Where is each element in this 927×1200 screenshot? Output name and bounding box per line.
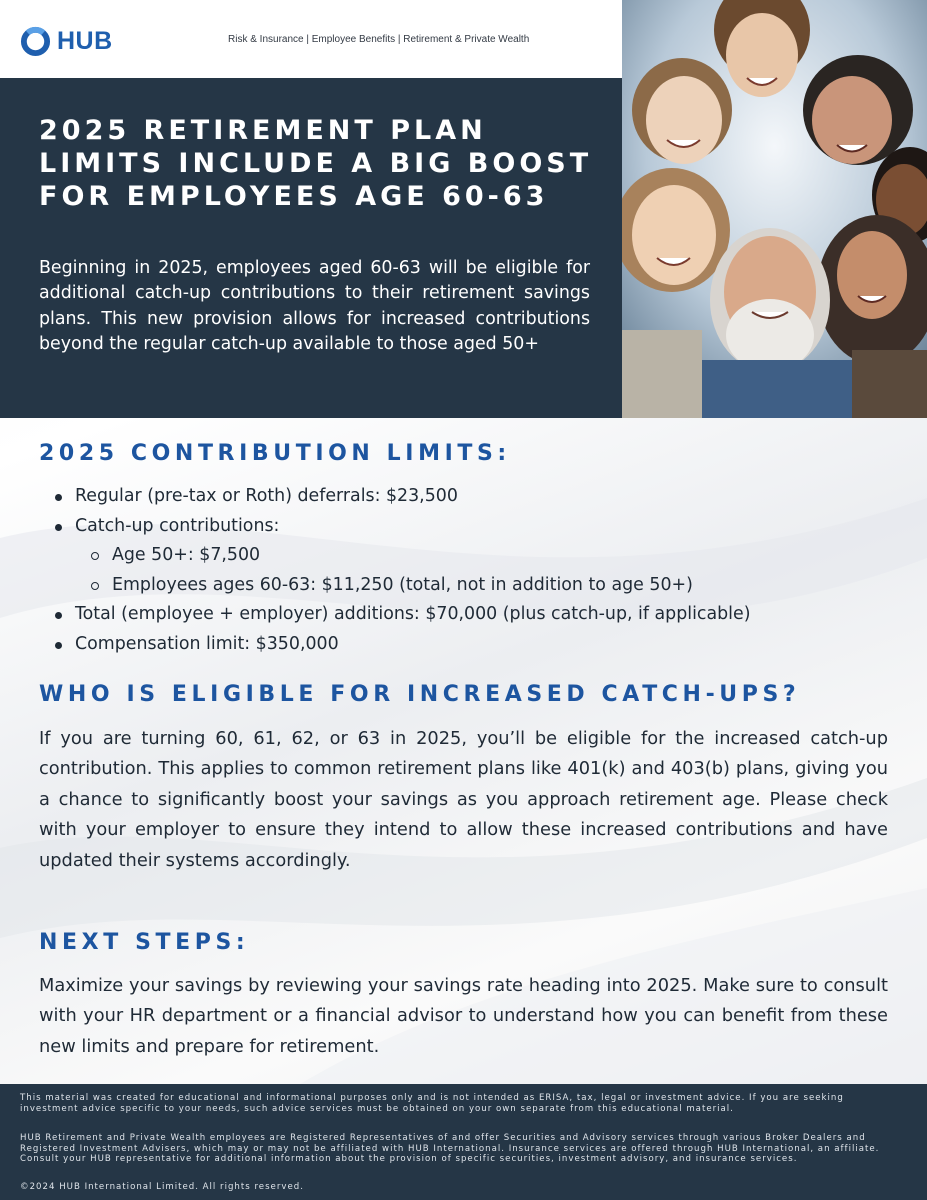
next-steps-heading: NEXT STEPS: [39, 930, 250, 955]
header-bar [0, 0, 622, 78]
group-photo [622, 0, 927, 418]
logo-text: HUB [57, 26, 113, 55]
list-item: Catch-up contributions: [39, 512, 909, 542]
contribution-limits-list [39, 482, 909, 660]
footer-registration: HUB Retirement and Private Wealth employees are Registered Representatives of and offer Securities and Advisory services through various Broker Dealers and Registered Investment Advisers, which may or may not be affiliated with HUB International. Insurance services are offered through HUB International, an affiliate. Consult your HUB representative for additional information about the provision of specific securities, investment advisory, and insurance services. [20, 1133, 880, 1165]
next-steps-paragraph: Maximize your savings by reviewing your savings rate heading into 2025. Make sure to consult with your HR department or a financial advisor to understand how you can benefit from these new limits and prepare for retirement. [39, 975, 888, 1057]
hero-panel [0, 78, 622, 418]
eligibility-heading: WHO IS ELIGIBLE FOR INCREASED CATCH-UPS? [39, 682, 801, 707]
hub-logo [20, 24, 113, 58]
eligibility-paragraph: If you are turning 60, 61, 62, or 63 in 2025, you’ll be eligible for the increased catch-up contribution. This applies to common retirement plans like 401(k) and 403(b) plans, giving you a chance to significantly boost your savings as you approach retirement age. Please check with your employer to ensure they intend to allow these increased contributions and have updated their systems accordingly. [39, 728, 888, 871]
hub-ring-logo-icon [20, 26, 51, 57]
list-subitem: Employees ages 60-63: $11,250 (total, not in addition to age 50+) [39, 571, 909, 601]
list-item: Regular (pre-tax or Roth) deferrals: $23,500 [39, 482, 909, 512]
footer-disclaimer: This material was created for educational and informational purposes only and is not intended as ERISA, tax, legal or investment advice. If you are seeking investment advice specific to your needs, such advice services must be obtained on your own separate from this educational material. [20, 1093, 844, 1114]
footer-copyright: ©2024 HUB International Limited. All rights reserved. [20, 1182, 304, 1192]
list-subitem: Age 50+: $7,500 [39, 541, 909, 571]
page-title: 2025 RETIREMENT PLAN LIMITS INCLUDE A BIG BOOST FOR EMPLOYEES AGE 60-63 [39, 115, 593, 212]
header-tagline: Risk & Insurance | Employee Benefits | Retirement & Private Wealth [228, 34, 530, 45]
list-item: Compensation limit: $350,000 [39, 630, 909, 660]
list-item: Total (employee + employer) additions: $70,000 (plus catch-up, if applicable) [39, 600, 909, 630]
group-huddle-image [622, 0, 927, 418]
contribution-limits-heading: 2025 CONTRIBUTION LIMITS: [39, 441, 511, 466]
footer [0, 1084, 927, 1200]
hero-intro: Beginning in 2025, employees aged 60-63 will be eligible for additional catch-up contributions to their retirement savings plans. This new provision allows for increased contributions beyond the regular catch-up available to those aged 50+ [39, 258, 590, 354]
